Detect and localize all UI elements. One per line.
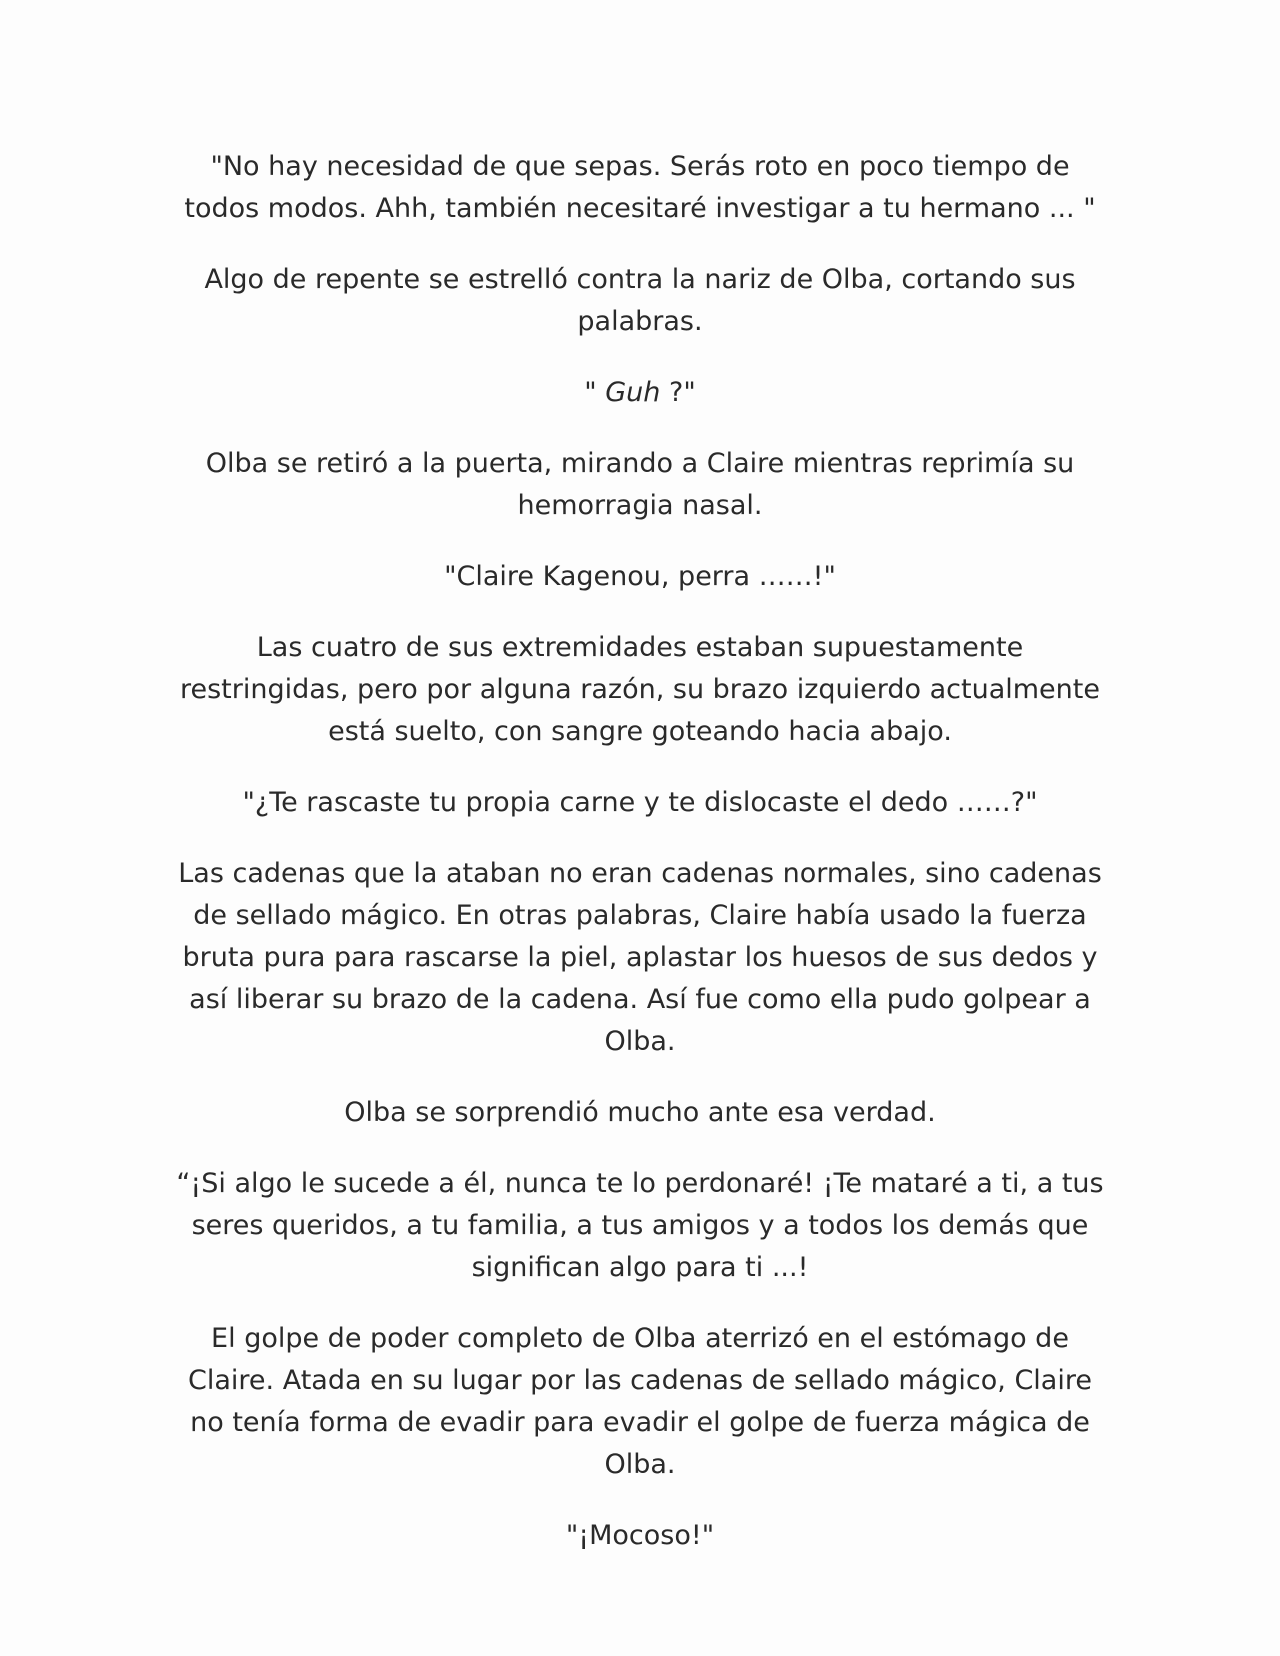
paragraph-11: El golpe de poder completo de Olba aterrizó en el estómago de Claire. Atada en su lugar por las cadenas de sellado mágico, Claire no tenía forma de evadir para evadir el golpe de fuerza mágica de Olba. <box>188 1323 1092 1480</box>
paragraph-3 <box>170 372 1110 414</box>
paragraph-8: Las cadenas que la ataban no eran cadenas normales, sino cadenas de sellado mágico. En otras palabras, Claire había usado la fuerza bruta pura para rascarse la piel, aplastar los huesos de sus dedos y así liberar su brazo de la cadena. Así fue como ella pudo golpear a Olba. <box>178 858 1102 1057</box>
document-page <box>170 146 1110 1586</box>
paragraph-4: Olba se retiró a la puerta, mirando a Claire mientras reprimía su hemorragia nasal. <box>205 448 1075 521</box>
paragraph-2: Algo de repente se estrelló contra la nariz de Olba, cortando sus palabras. <box>204 264 1076 337</box>
paragraph-5: "Claire Kagenou, perra ……!" <box>444 561 836 592</box>
paragraph-10: “¡Si algo le sucede a él, nunca te lo perdonaré! ¡Te mataré a ti, a tus seres queridos, a tu familia, a tus amigos y a todos los demás que significan algo para ti ...! <box>176 1168 1104 1283</box>
paragraph-9: Olba se sorprendió mucho ante esa verdad. <box>344 1097 936 1128</box>
paragraph-3-after: ?" <box>660 377 696 408</box>
paragraph-6: Las cuatro de sus extremidades estaban supuestamente restringidas, pero por alguna razón, su brazo izquierdo actualmente está suelto, con sangre goteando hacia abajo. <box>180 632 1100 747</box>
paragraph-3-before: " <box>584 377 606 408</box>
paragraph-7: "¿Te rascaste tu propia carne y te dislocaste el dedo ……?" <box>242 787 1038 818</box>
paragraph-3-italic: Guh <box>605 377 661 408</box>
paragraph-12: "¡Mocoso!" <box>565 1520 715 1551</box>
paragraph-1: "No hay necesidad de que sepas. Serás roto en poco tiempo de todos modos. Ahh, también necesitaré investigar a tu hermano ... " <box>184 151 1096 224</box>
